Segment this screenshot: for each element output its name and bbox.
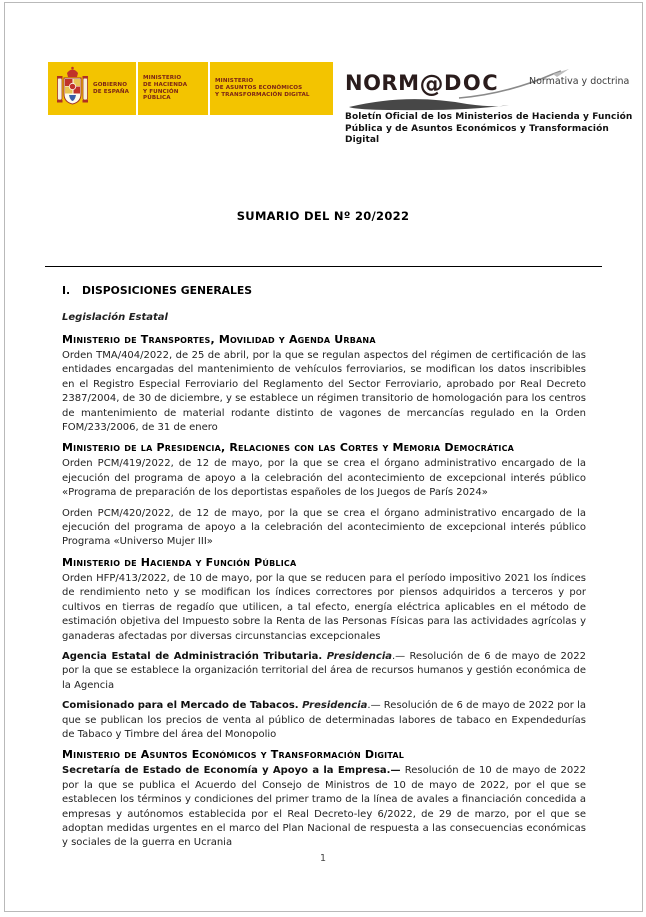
bulletin-subtitle: Boletín Oficial de los Ministerios de Hacienda y Función Pública y de Asuntos Económicos y Transformación Digital — [345, 112, 633, 146]
normadoc-masthead — [345, 66, 635, 147]
entry-comisionado-tabacos — [62, 699, 586, 742]
entry-agencia-tributaria — [62, 650, 586, 693]
banner-cell-gobierno — [48, 62, 136, 115]
ministry-heading-hacienda: Ministerio de Hacienda y Función Pública — [62, 555, 297, 569]
entry-body: Orden PCM/419/2022, de 12 de mayo, por la que se crea el órgano administrativo encargado de la ejecución del programa de apoyo a la celebración del acontecimiento de excepcional interés público «Programa de preparación de los deportistas españoles de los Juegos de París 2024» — [62, 458, 586, 499]
entry-italic-lead: Presidencia — [302, 700, 368, 712]
entry-orden-pcm-420-2022 — [62, 507, 586, 550]
entry-orden-pcm-419-2022 — [62, 457, 586, 500]
ministerio-hacienda-label: MINISTERIO DE HACIENDA Y FUNCIÓN PÚBLICA — [143, 74, 188, 102]
horizontal-rule — [45, 266, 602, 267]
page-number: 1 — [319, 853, 327, 864]
spain-coat-of-arms-icon — [56, 66, 89, 112]
entry-body: Orden TMA/404/2022, de 25 de abril, por la que se regulan aspectos del régimen de certificación de las entidades encargadas del mantenimiento de vehículos ferroviarios, se modifican los datos inscribibles en el Registro Especial Ferroviario del Reglamento del Sector Ferroviario, aprobado por Real Decreto 2387/2004, de 30 de diciembre, y se establece un régimen transitorio de homologación para los centros de mantenimiento de material rodante distinto de vagones de mercancías regulado en la Orden FOM/233/2006, de 31 de enero — [62, 350, 586, 434]
entry-body: Orden HFP/413/2022, de 10 de mayo, por la que se reducen para el período impositivo 2021 los índices de rendimiento neto y se modifican los índices correctores por piensos adquiridos a terceros y por cultivos en tierras de regadío que utilicen, a tal efecto, energía eléctrica aplicables en el método de estimación objetiva del Impuesto sobre la Renta de las Personas Físicas para las actividades agrícolas y ganaderas afectadas por diversas circunstancias excepcionales — [62, 572, 586, 642]
entry-bold-lead: Secretaría de Estado de Economía y Apoyo a la Empresa.— — [62, 765, 405, 777]
entry-body: Resolución de 6 de mayo de 2022 por la que se establece la organización territorial del área de recursos humanos y gestión económica de la Agencia — [62, 650, 586, 691]
entry-bold-lead: Agencia Estatal de Administración Tributaria. — [62, 650, 327, 662]
entry-bold-lead: Comisionado para el Mercado de Tabacos. — [62, 700, 303, 712]
entry-orden-tma-404-2022 — [62, 349, 586, 435]
banner-cell-economia — [210, 62, 333, 115]
ministry-heading-presidencia: Ministerio de la Presidencia, Relaciones con las Cortes y Memoria Democrática — [62, 441, 515, 455]
tagline: Normativa y doctrina — [529, 76, 630, 87]
entry-body: Resolución de 10 de mayo de 2022 por la que se publica el Acuerdo del Consejo de Ministros de 10 de mayo de 2022, por el que se establecen los términos y condiciones del primer tramo de la línea de avales a financiación concedida a empresas y autónomos establecida por el Real Decreto-ley 6/2022, de 29 de marzo, por el que se adoptan medidas urgentes en el marco del Plan Nacional de respuesta a las consecuencias económicas y sociales de la guerra en Ucrania — [62, 765, 587, 849]
entry-separator: .— — [392, 650, 410, 662]
section-heading — [62, 284, 586, 297]
gobierno-label: GOBIERNO DE ESPAÑA — [93, 81, 130, 95]
entry-italic-lead: Presidencia — [326, 650, 392, 662]
entry-body: Resolución de 6 de mayo de 2022 por la que se publican los precios de venta al público de determinadas labores de tabaco en Expendedurías de Tabaco y Timbre del área del Monopolio — [62, 700, 586, 740]
section-number: I. — [62, 284, 71, 297]
entry-orden-hfp-413-2022 — [62, 572, 586, 644]
ministerio-economia-label: MINISTERIO DE ASUNTOS ECONÓMICOS Y TRANSFORMACIÓN DIGITAL — [215, 78, 310, 98]
ministry-heading-economia: Ministerio de Asuntos Económicos y Transformación Digital — [62, 748, 405, 762]
ministry-heading-transportes: Ministerio de Transportes, Movilidad y Agenda Urbana — [62, 333, 376, 346]
subheading-legislacion-estatal: Legislación Estatal — [62, 312, 168, 323]
logo-shadow — [347, 96, 512, 115]
summary-title: SUMARIO DEL Nº 20/2022 — [236, 209, 410, 223]
entry-body: Orden PCM/420/2022, de 12 de mayo, por la que se crea el órgano administrativo encargado de la ejecución del programa de apoyo a la celebración del acontecimiento de excepcional interés público Programa «Universo Mujer III» — [62, 507, 586, 548]
section-title: DISPOSICIONES GENERALES — [82, 284, 253, 297]
normadoc-logo: NORM@DOC — [345, 70, 500, 98]
entry-secretaria-economia — [62, 764, 586, 850]
summary-content — [62, 284, 586, 857]
government-banner — [48, 62, 333, 115]
entry-separator: .— — [367, 700, 384, 712]
at-sign-icon: @ — [419, 70, 444, 98]
banner-cell-hacienda — [138, 62, 208, 115]
